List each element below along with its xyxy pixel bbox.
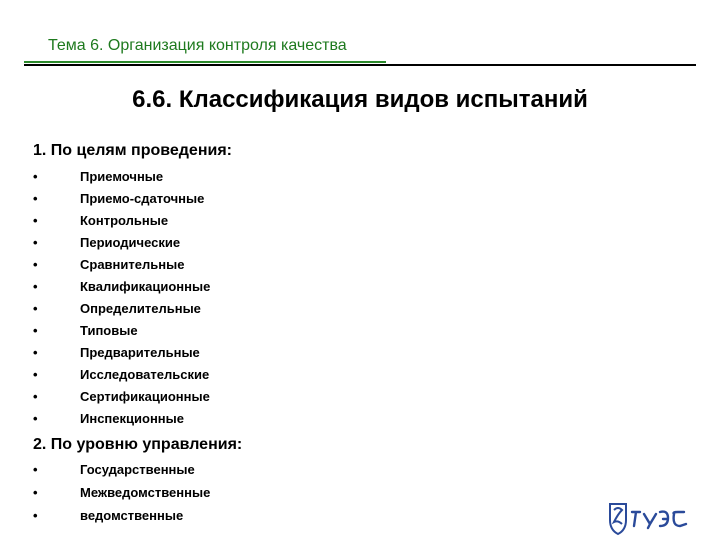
- page-title: 6.6. Классификация видов испытаний: [132, 86, 588, 113]
- header-divider: [24, 64, 696, 66]
- bullet-icon: •: [33, 323, 38, 338]
- section-heading-goals: 1. По целям проведения:: [33, 142, 232, 159]
- bullet-icon: •: [33, 367, 38, 382]
- university-logo-icon: [606, 500, 696, 536]
- bullet-icon: •: [33, 235, 38, 250]
- section-heading-management: 2. По уровню управления:: [33, 436, 243, 453]
- bullet-icon: •: [33, 389, 38, 404]
- bullet-icon: •: [33, 345, 38, 360]
- bullet-icon: •: [33, 279, 38, 294]
- bullet-icon: •: [33, 462, 38, 477]
- bullet-icon: •: [33, 301, 38, 316]
- bullet-icon: •: [33, 169, 38, 184]
- bullet-icon: •: [33, 411, 38, 426]
- bullet-icon: •: [33, 257, 38, 272]
- bullet-icon: •: [33, 508, 38, 523]
- bullet-icon: •: [33, 485, 38, 500]
- topic-header: Тема 6. Организация контроля качества: [48, 37, 347, 54]
- header-accent-line: [24, 61, 386, 63]
- bullet-icon: •: [33, 191, 38, 206]
- bullet-icon: •: [33, 213, 38, 228]
